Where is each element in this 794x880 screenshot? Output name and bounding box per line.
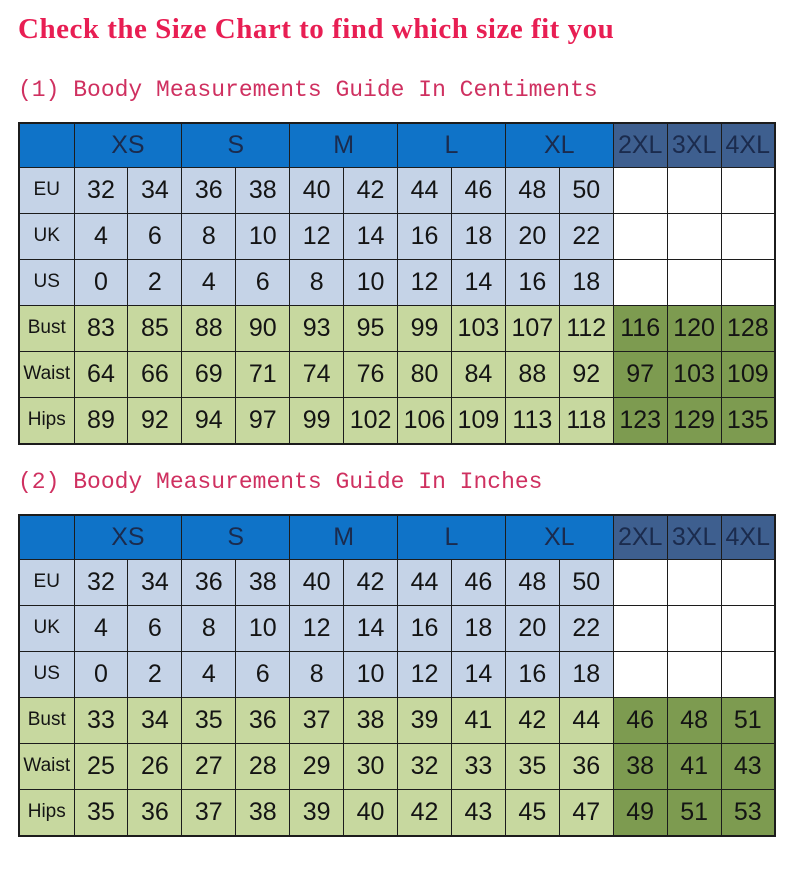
value-cell: 42 bbox=[398, 789, 452, 836]
value-cell: 42 bbox=[344, 559, 398, 605]
value-cell: 46 bbox=[451, 559, 505, 605]
value-cell: 135 bbox=[721, 397, 775, 444]
value-cell: 6 bbox=[128, 605, 182, 651]
size-single-header-2xl: 2XL bbox=[613, 123, 667, 168]
row-label: US bbox=[19, 651, 74, 697]
value-cell: 99 bbox=[290, 397, 344, 444]
section-centimeters bbox=[18, 77, 776, 445]
value-cell: 94 bbox=[182, 397, 236, 444]
value-cell: 8 bbox=[182, 213, 236, 259]
value-cell: 12 bbox=[290, 213, 344, 259]
row-label: UK bbox=[19, 605, 74, 651]
value-cell: 102 bbox=[344, 397, 398, 444]
value-cell: 16 bbox=[505, 259, 559, 305]
value-cell: 10 bbox=[344, 651, 398, 697]
size-group-header-xs: XS bbox=[74, 123, 182, 168]
value-cell: 38 bbox=[613, 743, 667, 789]
value-cell: 28 bbox=[236, 743, 290, 789]
value-cell: 4 bbox=[74, 605, 128, 651]
empty-cell bbox=[721, 605, 775, 651]
row-label: Waist bbox=[19, 743, 74, 789]
corner-cell bbox=[19, 123, 74, 168]
value-cell: 36 bbox=[182, 167, 236, 213]
value-cell: 6 bbox=[128, 213, 182, 259]
value-cell: 32 bbox=[74, 559, 128, 605]
value-cell: 18 bbox=[559, 259, 613, 305]
value-cell: 20 bbox=[505, 213, 559, 259]
section-inches-heading: (2) Boody Measurements Guide In Inches bbox=[18, 468, 543, 495]
value-cell: 33 bbox=[451, 743, 505, 789]
value-cell: 103 bbox=[451, 305, 505, 351]
row-label: Bust bbox=[19, 305, 74, 351]
empty-cell bbox=[721, 213, 775, 259]
section-inches bbox=[18, 469, 776, 837]
value-cell: 25 bbox=[74, 743, 128, 789]
value-cell: 22 bbox=[559, 605, 613, 651]
size-group-header-m: M bbox=[290, 123, 398, 168]
value-cell: 38 bbox=[236, 559, 290, 605]
size-header-row bbox=[19, 515, 775, 560]
value-cell: 41 bbox=[451, 697, 505, 743]
value-cell: 12 bbox=[398, 651, 452, 697]
value-cell: 45 bbox=[505, 789, 559, 836]
value-cell: 66 bbox=[128, 351, 182, 397]
value-cell: 44 bbox=[559, 697, 613, 743]
value-cell: 10 bbox=[236, 213, 290, 259]
size-group-header-l: L bbox=[398, 123, 506, 168]
value-cell: 14 bbox=[451, 651, 505, 697]
value-cell: 38 bbox=[236, 167, 290, 213]
value-cell: 38 bbox=[236, 789, 290, 836]
value-cell: 32 bbox=[74, 167, 128, 213]
value-cell: 71 bbox=[236, 351, 290, 397]
value-cell: 10 bbox=[344, 259, 398, 305]
value-cell: 36 bbox=[236, 697, 290, 743]
value-cell: 35 bbox=[74, 789, 128, 836]
value-cell: 51 bbox=[721, 697, 775, 743]
value-cell: 39 bbox=[398, 697, 452, 743]
value-cell: 84 bbox=[451, 351, 505, 397]
value-cell: 10 bbox=[236, 605, 290, 651]
value-cell: 88 bbox=[182, 305, 236, 351]
value-cell: 20 bbox=[505, 605, 559, 651]
value-cell: 46 bbox=[613, 697, 667, 743]
row-label: US bbox=[19, 259, 74, 305]
value-cell: 116 bbox=[613, 305, 667, 351]
row-label: Hips bbox=[19, 789, 74, 836]
table-row-uk bbox=[19, 605, 775, 651]
value-cell: 49 bbox=[613, 789, 667, 836]
value-cell: 64 bbox=[74, 351, 128, 397]
empty-cell bbox=[613, 651, 667, 697]
size-group-header-s: S bbox=[182, 515, 290, 560]
value-cell: 38 bbox=[344, 697, 398, 743]
table-row-waist bbox=[19, 351, 775, 397]
value-cell: 47 bbox=[559, 789, 613, 836]
value-cell: 40 bbox=[290, 167, 344, 213]
value-cell: 97 bbox=[236, 397, 290, 444]
value-cell: 8 bbox=[290, 259, 344, 305]
value-cell: 34 bbox=[128, 559, 182, 605]
value-cell: 123 bbox=[613, 397, 667, 444]
value-cell: 14 bbox=[344, 605, 398, 651]
value-cell: 106 bbox=[398, 397, 452, 444]
value-cell: 22 bbox=[559, 213, 613, 259]
value-cell: 109 bbox=[451, 397, 505, 444]
value-cell: 128 bbox=[721, 305, 775, 351]
value-cell: 48 bbox=[667, 697, 721, 743]
row-label: Bust bbox=[19, 697, 74, 743]
value-cell: 6 bbox=[236, 259, 290, 305]
size-group-header-m: M bbox=[290, 515, 398, 560]
value-cell: 40 bbox=[344, 789, 398, 836]
value-cell: 74 bbox=[290, 351, 344, 397]
empty-cell bbox=[667, 167, 721, 213]
empty-cell bbox=[613, 259, 667, 305]
value-cell: 4 bbox=[182, 259, 236, 305]
value-cell: 34 bbox=[128, 697, 182, 743]
corner-cell bbox=[19, 515, 74, 560]
empty-cell bbox=[613, 559, 667, 605]
table-row-us bbox=[19, 259, 775, 305]
value-cell: 36 bbox=[128, 789, 182, 836]
value-cell: 76 bbox=[344, 351, 398, 397]
size-header-row bbox=[19, 123, 775, 168]
empty-cell bbox=[721, 167, 775, 213]
value-cell: 35 bbox=[182, 697, 236, 743]
size-table-inches bbox=[18, 514, 776, 837]
row-label: Hips bbox=[19, 397, 74, 444]
value-cell: 0 bbox=[74, 259, 128, 305]
empty-cell bbox=[667, 213, 721, 259]
value-cell: 12 bbox=[290, 605, 344, 651]
value-cell: 29 bbox=[290, 743, 344, 789]
value-cell: 32 bbox=[398, 743, 452, 789]
table-row-hips bbox=[19, 397, 775, 444]
size-single-header-3xl: 3XL bbox=[667, 123, 721, 168]
value-cell: 2 bbox=[128, 259, 182, 305]
value-cell: 18 bbox=[451, 605, 505, 651]
value-cell: 34 bbox=[128, 167, 182, 213]
value-cell: 42 bbox=[505, 697, 559, 743]
value-cell: 2 bbox=[128, 651, 182, 697]
row-label: EU bbox=[19, 167, 74, 213]
value-cell: 53 bbox=[721, 789, 775, 836]
value-cell: 30 bbox=[344, 743, 398, 789]
value-cell: 88 bbox=[505, 351, 559, 397]
value-cell: 16 bbox=[505, 651, 559, 697]
value-cell: 14 bbox=[344, 213, 398, 259]
size-single-header-3xl: 3XL bbox=[667, 515, 721, 560]
value-cell: 118 bbox=[559, 397, 613, 444]
table-row-bust bbox=[19, 697, 775, 743]
value-cell: 39 bbox=[290, 789, 344, 836]
value-cell: 107 bbox=[505, 305, 559, 351]
value-cell: 27 bbox=[182, 743, 236, 789]
value-cell: 103 bbox=[667, 351, 721, 397]
value-cell: 36 bbox=[559, 743, 613, 789]
value-cell: 120 bbox=[667, 305, 721, 351]
value-cell: 90 bbox=[236, 305, 290, 351]
value-cell: 112 bbox=[559, 305, 613, 351]
size-group-header-s: S bbox=[182, 123, 290, 168]
value-cell: 109 bbox=[721, 351, 775, 397]
size-single-header-4xl: 4XL bbox=[721, 515, 775, 560]
empty-cell bbox=[613, 605, 667, 651]
size-group-header-l: L bbox=[398, 515, 506, 560]
value-cell: 113 bbox=[505, 397, 559, 444]
page-title: Check the Size Chart to find which size fit you bbox=[18, 13, 615, 45]
value-cell: 50 bbox=[559, 167, 613, 213]
value-cell: 92 bbox=[128, 397, 182, 444]
value-cell: 93 bbox=[290, 305, 344, 351]
value-cell: 4 bbox=[74, 213, 128, 259]
value-cell: 6 bbox=[236, 651, 290, 697]
row-label: UK bbox=[19, 213, 74, 259]
empty-cell bbox=[721, 651, 775, 697]
value-cell: 37 bbox=[290, 697, 344, 743]
value-cell: 42 bbox=[344, 167, 398, 213]
value-cell: 40 bbox=[290, 559, 344, 605]
value-cell: 89 bbox=[74, 397, 128, 444]
value-cell: 95 bbox=[344, 305, 398, 351]
value-cell: 83 bbox=[74, 305, 128, 351]
value-cell: 44 bbox=[398, 559, 452, 605]
row-label: EU bbox=[19, 559, 74, 605]
empty-cell bbox=[613, 213, 667, 259]
table-row-hips bbox=[19, 789, 775, 836]
empty-cell bbox=[721, 559, 775, 605]
value-cell: 18 bbox=[451, 213, 505, 259]
table-row-uk bbox=[19, 213, 775, 259]
table-row-us bbox=[19, 651, 775, 697]
value-cell: 43 bbox=[451, 789, 505, 836]
size-single-header-2xl: 2XL bbox=[613, 515, 667, 560]
size-single-header-4xl: 4XL bbox=[721, 123, 775, 168]
value-cell: 16 bbox=[398, 213, 452, 259]
size-table-centimeters bbox=[18, 122, 776, 445]
value-cell: 51 bbox=[667, 789, 721, 836]
value-cell: 43 bbox=[721, 743, 775, 789]
value-cell: 26 bbox=[128, 743, 182, 789]
table-row-eu bbox=[19, 559, 775, 605]
value-cell: 37 bbox=[182, 789, 236, 836]
value-cell: 14 bbox=[451, 259, 505, 305]
value-cell: 92 bbox=[559, 351, 613, 397]
table-row-bust bbox=[19, 305, 775, 351]
value-cell: 46 bbox=[451, 167, 505, 213]
size-group-header-xl: XL bbox=[505, 123, 613, 168]
value-cell: 80 bbox=[398, 351, 452, 397]
value-cell: 129 bbox=[667, 397, 721, 444]
size-group-header-xl: XL bbox=[505, 515, 613, 560]
value-cell: 99 bbox=[398, 305, 452, 351]
empty-cell bbox=[667, 559, 721, 605]
value-cell: 36 bbox=[182, 559, 236, 605]
empty-cell bbox=[667, 605, 721, 651]
row-label: Waist bbox=[19, 351, 74, 397]
value-cell: 33 bbox=[74, 697, 128, 743]
value-cell: 48 bbox=[505, 167, 559, 213]
table-row-eu bbox=[19, 167, 775, 213]
empty-cell bbox=[667, 259, 721, 305]
value-cell: 44 bbox=[398, 167, 452, 213]
empty-cell bbox=[613, 167, 667, 213]
value-cell: 18 bbox=[559, 651, 613, 697]
value-cell: 97 bbox=[613, 351, 667, 397]
value-cell: 0 bbox=[74, 651, 128, 697]
value-cell: 4 bbox=[182, 651, 236, 697]
empty-cell bbox=[721, 259, 775, 305]
empty-cell bbox=[667, 651, 721, 697]
value-cell: 85 bbox=[128, 305, 182, 351]
value-cell: 16 bbox=[398, 605, 452, 651]
value-cell: 50 bbox=[559, 559, 613, 605]
value-cell: 35 bbox=[505, 743, 559, 789]
size-group-header-xs: XS bbox=[74, 515, 182, 560]
value-cell: 8 bbox=[290, 651, 344, 697]
value-cell: 48 bbox=[505, 559, 559, 605]
section-centimeters-heading: (1) Boody Measurements Guide In Centiments bbox=[18, 76, 598, 103]
table-row-waist bbox=[19, 743, 775, 789]
value-cell: 69 bbox=[182, 351, 236, 397]
value-cell: 12 bbox=[398, 259, 452, 305]
value-cell: 41 bbox=[667, 743, 721, 789]
value-cell: 8 bbox=[182, 605, 236, 651]
